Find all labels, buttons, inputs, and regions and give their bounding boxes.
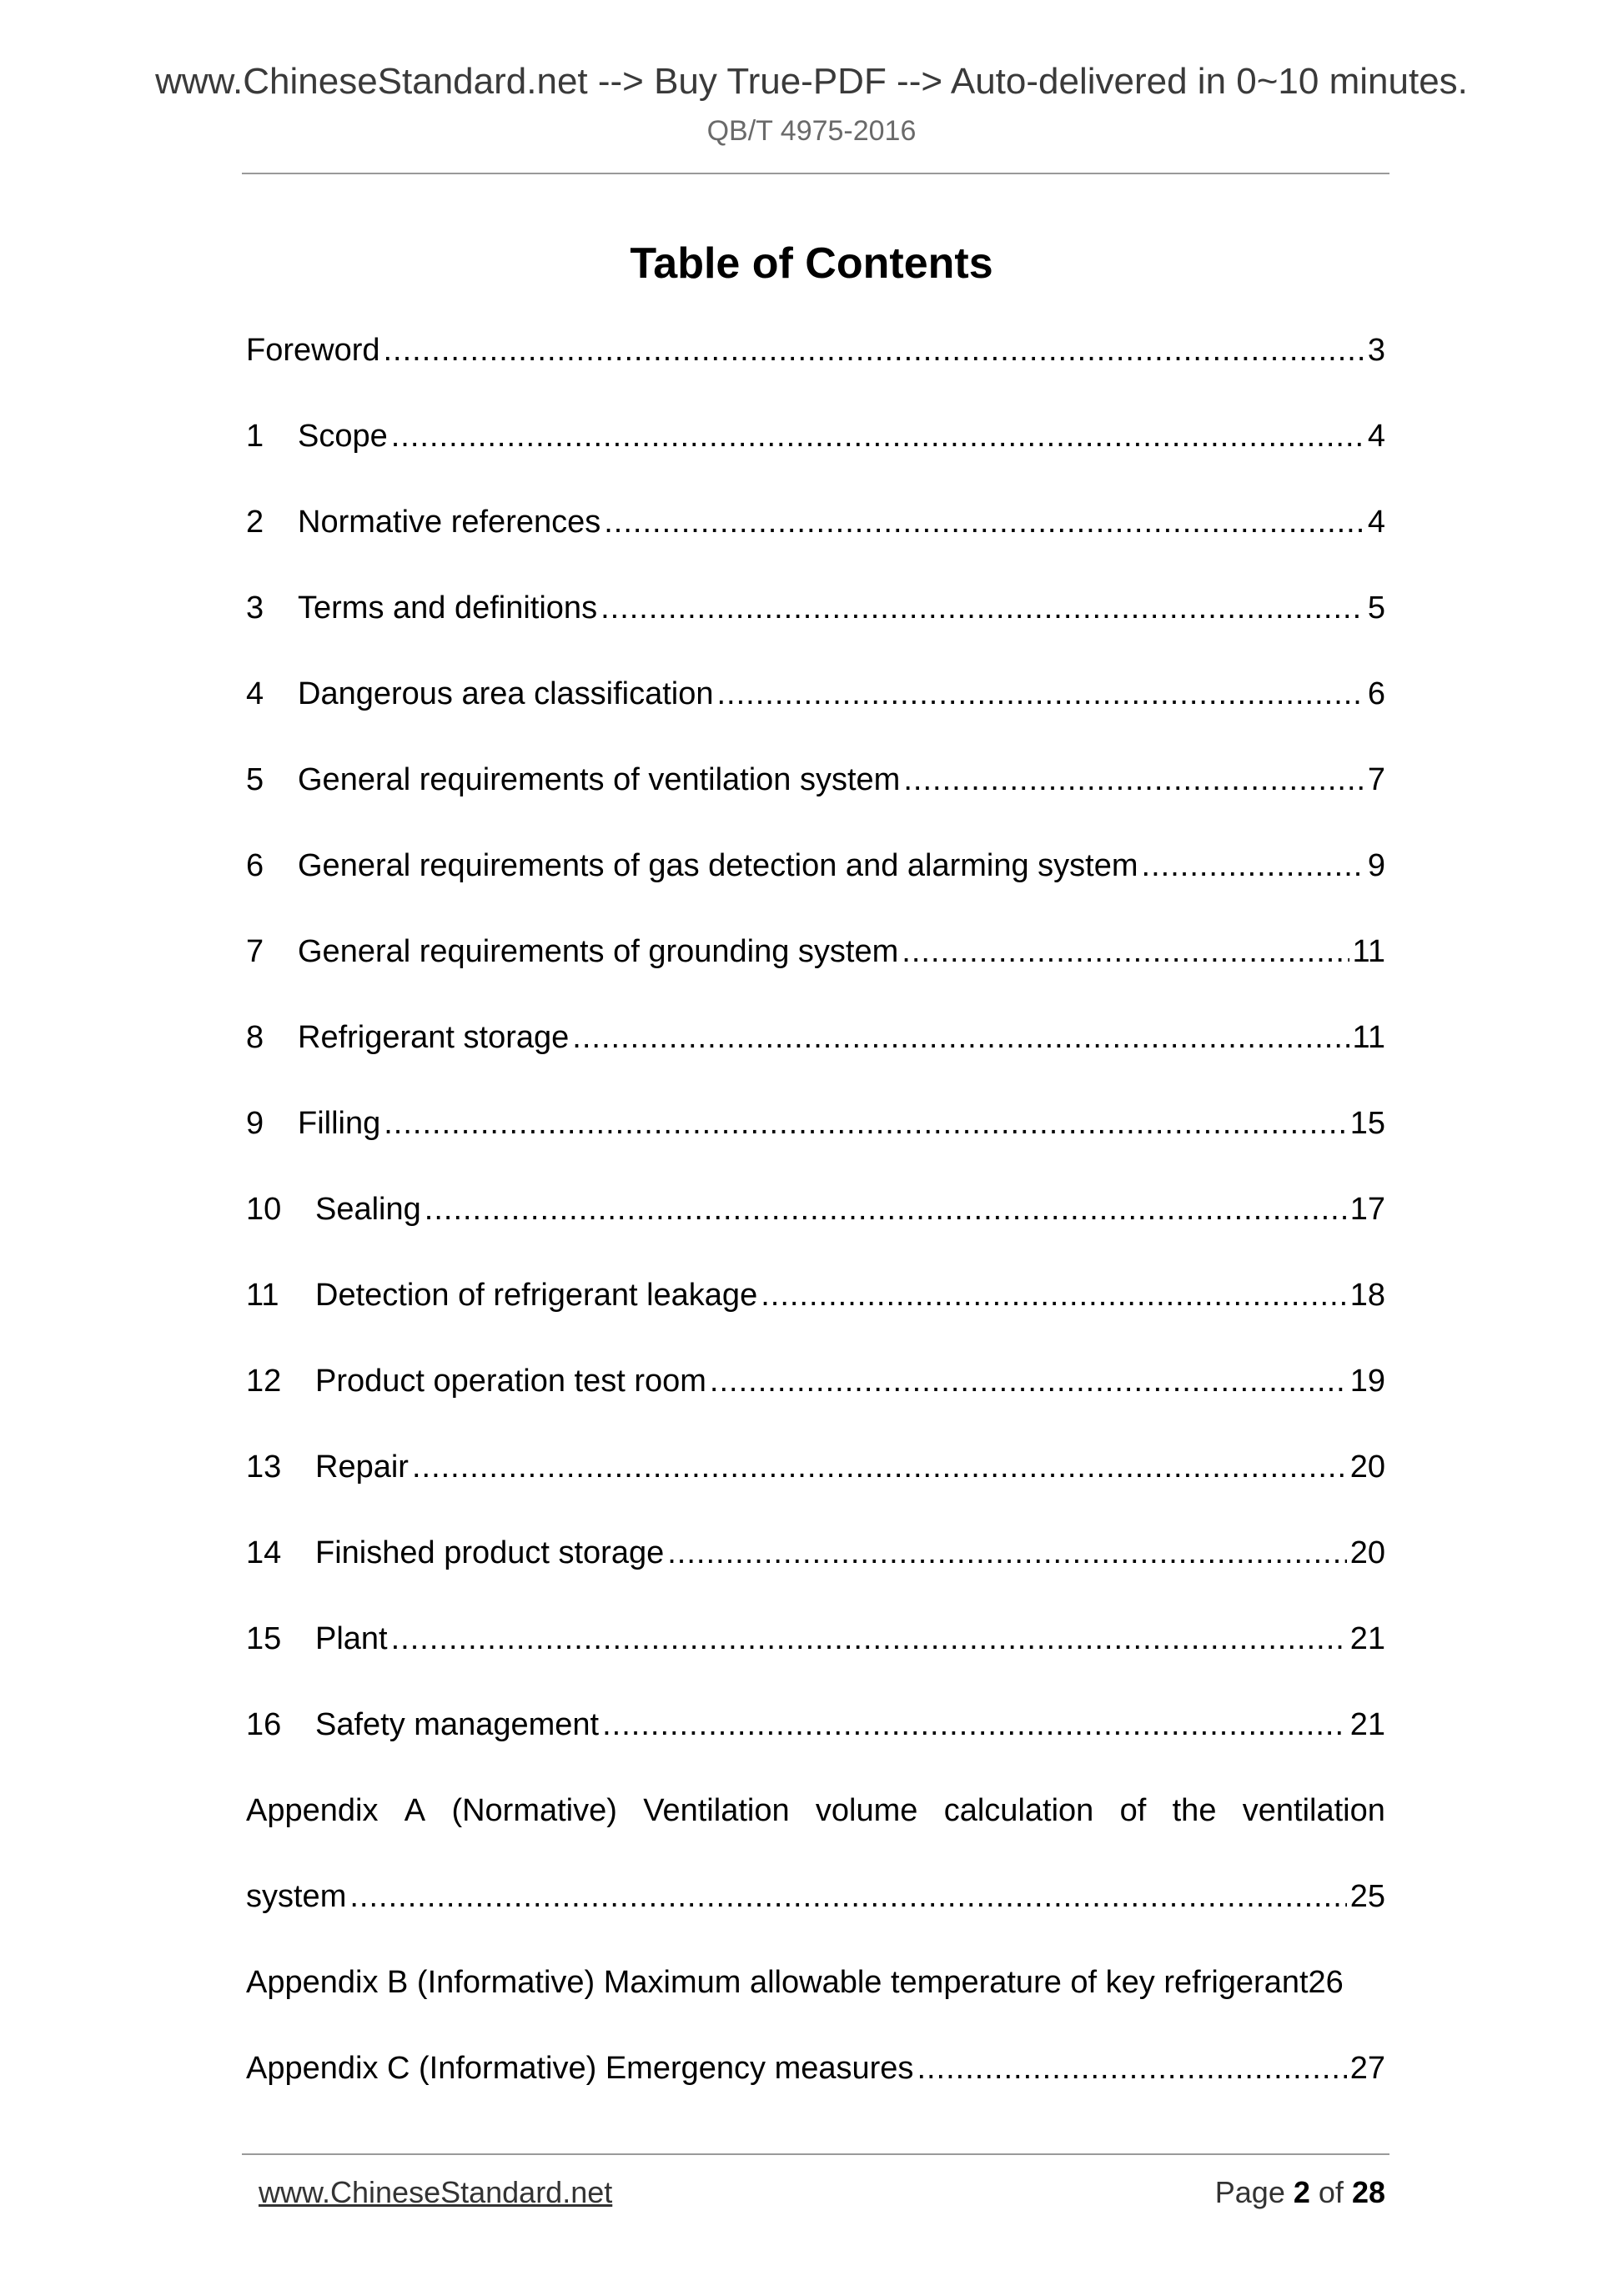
toc-leader-dots bbox=[412, 1446, 1347, 1488]
toc-entry-number: 11 bbox=[246, 1278, 279, 1313]
toc-entry-10[interactable] bbox=[246, 1188, 1385, 1274]
toc-entry-page: 4 bbox=[1367, 505, 1385, 540]
header-banner[interactable]: www.ChineseStandard.net --> Buy True-PDF --> Auto-delivered in 0~10 minutes. bbox=[155, 61, 1468, 102]
toc-entry-page: 18 bbox=[1349, 1278, 1385, 1313]
toc-entry-page: 11 bbox=[1352, 934, 1385, 969]
toc-entry-label: Dangerous area classification bbox=[298, 676, 714, 711]
toc-entry-label: Appendix C (Informative) Emergency measures bbox=[246, 2051, 914, 2086]
toc-entry-label: Terms and definitions bbox=[298, 590, 598, 625]
table-of-contents bbox=[246, 329, 1385, 2133]
toc-entry-appendix-b[interactable] bbox=[246, 1962, 1385, 2047]
footer-divider bbox=[242, 2153, 1389, 2155]
toc-entry-label: Detection of refrigerant leakage bbox=[315, 1278, 758, 1313]
toc-entry-2[interactable] bbox=[246, 501, 1385, 587]
toc-leader-dots bbox=[903, 759, 1364, 801]
toc-entry-label: Normative references bbox=[298, 505, 601, 540]
toc-entry-number: 3 bbox=[246, 590, 264, 625]
toc-word: volume bbox=[815, 1793, 918, 1828]
page-current: 2 bbox=[1293, 2175, 1310, 2209]
toc-entry-page: 27 bbox=[1349, 2051, 1385, 2086]
toc-entry-page: 11 bbox=[1352, 1020, 1385, 1055]
toc-entry-page: 7 bbox=[1367, 762, 1385, 797]
toc-leader-dots bbox=[600, 587, 1364, 629]
toc-entry-13[interactable] bbox=[246, 1446, 1385, 1532]
toc-entry-12[interactable] bbox=[246, 1360, 1385, 1446]
toc-entry-number: 2 bbox=[246, 505, 264, 540]
toc-word: Appendix bbox=[246, 1793, 379, 1828]
toc-word: (Normative) bbox=[451, 1793, 617, 1828]
toc-leader-dots bbox=[917, 2047, 1346, 2089]
toc-leader-dots bbox=[384, 329, 1364, 371]
toc-leader-dots bbox=[710, 1360, 1347, 1402]
toc-leader-dots bbox=[717, 673, 1364, 715]
toc-entry-number: 16 bbox=[246, 1707, 282, 1742]
toc-entry-page: 17 bbox=[1349, 1192, 1385, 1227]
page-prefix: Page bbox=[1214, 2175, 1285, 2209]
toc-entry-page: 5 bbox=[1367, 590, 1385, 625]
toc-entry-page: 15 bbox=[1349, 1106, 1385, 1141]
toc-entry-11[interactable] bbox=[246, 1274, 1385, 1360]
toc-entry-number: 12 bbox=[246, 1364, 282, 1399]
toc-entry-label: Plant bbox=[315, 1621, 388, 1656]
toc-entry-label: Scope bbox=[298, 419, 388, 454]
toc-entry-number: 15 bbox=[246, 1621, 282, 1656]
toc-leader-dots bbox=[572, 1017, 1349, 1058]
toc-entry-7[interactable] bbox=[246, 931, 1385, 1017]
toc-entry-1[interactable] bbox=[246, 415, 1385, 501]
toc-entry-6[interactable] bbox=[246, 845, 1385, 931]
toc-entry-label: Foreword bbox=[246, 333, 380, 368]
toc-word: of bbox=[1119, 1793, 1147, 1828]
toc-entry-label: Product operation test room bbox=[315, 1364, 706, 1399]
toc-word: calculation bbox=[943, 1793, 1094, 1828]
toc-leader-dots bbox=[604, 501, 1364, 543]
toc-leader-dots bbox=[761, 1274, 1347, 1316]
page-header bbox=[0, 60, 1623, 148]
toc-entry-number: 10 bbox=[246, 1192, 282, 1227]
toc-leader-dots bbox=[384, 1103, 1346, 1144]
toc-entry-15[interactable] bbox=[246, 1618, 1385, 1704]
toc-entry-page: 20 bbox=[1349, 1449, 1385, 1485]
toc-word: the bbox=[1172, 1793, 1217, 1828]
toc-entry-number: 8 bbox=[246, 1020, 264, 1055]
toc-entry-label: General requirements of gas detection and alarming system bbox=[298, 848, 1138, 883]
toc-entry-page: 25 bbox=[1349, 1879, 1385, 1914]
toc-entry-foreword[interactable] bbox=[246, 329, 1385, 415]
toc-entry-label: Finished product storage bbox=[315, 1535, 665, 1570]
toc-entry-page: 20 bbox=[1349, 1535, 1385, 1570]
toc-word: Ventilation bbox=[643, 1793, 790, 1828]
toc-entry-number: 9 bbox=[246, 1106, 264, 1141]
toc-leader-dots bbox=[1142, 845, 1364, 887]
toc-leader-dots bbox=[425, 1188, 1347, 1230]
toc-leader-dots bbox=[667, 1532, 1346, 1574]
header-divider bbox=[242, 173, 1389, 174]
toc-word: A bbox=[404, 1793, 426, 1828]
toc-entry-page: 6 bbox=[1367, 676, 1385, 711]
page-title: Table of Contents bbox=[630, 239, 993, 288]
toc-entry-page: 9 bbox=[1367, 848, 1385, 883]
toc-entry-label: General requirements of grounding system bbox=[298, 934, 899, 969]
toc-entry-4[interactable] bbox=[246, 673, 1385, 759]
page-indicator bbox=[1215, 2175, 1385, 2210]
toc-entry-appendix-c[interactable] bbox=[246, 2047, 1385, 2133]
toc-entry-page: 4 bbox=[1367, 419, 1385, 454]
toc-entry-page: 26 bbox=[1308, 1965, 1344, 2000]
page-total: 28 bbox=[1351, 2175, 1385, 2209]
toc-entry-8[interactable] bbox=[246, 1017, 1385, 1103]
toc-entry-number: 4 bbox=[246, 676, 264, 711]
toc-entry-9[interactable] bbox=[246, 1103, 1385, 1188]
document-number: QB/T 4975-2016 bbox=[706, 114, 917, 147]
toc-entry-label: Refrigerant storage bbox=[298, 1020, 570, 1055]
toc-entry-14[interactable] bbox=[246, 1532, 1385, 1618]
toc-entry-page: 3 bbox=[1367, 333, 1385, 368]
toc-entry-number: 5 bbox=[246, 762, 264, 797]
toc-leader-dots bbox=[602, 1704, 1347, 1746]
toc-entry-label: system bbox=[246, 1879, 347, 1914]
toc-entry-label: Safety management bbox=[315, 1707, 600, 1742]
toc-entry-appendix-a-line2[interactable] bbox=[246, 1876, 1385, 1962]
toc-entry-label: Repair bbox=[315, 1449, 409, 1485]
toc-entry-label: Filling bbox=[298, 1106, 381, 1141]
toc-entry-16[interactable] bbox=[246, 1704, 1385, 1790]
toc-entry-number: 13 bbox=[246, 1449, 282, 1485]
toc-entry-page: 21 bbox=[1349, 1621, 1385, 1656]
toc-word: ventilation bbox=[1242, 1793, 1385, 1828]
toc-entry-appendix-a-line1[interactable] bbox=[246, 1790, 1385, 1876]
toc-entry-number: 1 bbox=[246, 419, 264, 454]
toc-leader-dots bbox=[349, 1876, 1346, 1917]
toc-leader-dots bbox=[391, 415, 1364, 457]
toc-entry-page: 19 bbox=[1349, 1364, 1385, 1399]
toc-entry-label: Sealing bbox=[315, 1192, 421, 1227]
toc-leader-dots bbox=[391, 1618, 1347, 1660]
page-of: of bbox=[1318, 2175, 1344, 2209]
toc-entry-5[interactable] bbox=[246, 759, 1385, 845]
toc-entry-label: General requirements of ventilation system bbox=[298, 762, 901, 797]
toc-entry-label: Appendix B (Informative) Maximum allowable temperature of key refrigerant bbox=[246, 1965, 1309, 2000]
toc-entry-3[interactable] bbox=[246, 587, 1385, 673]
toc-entry-number: 14 bbox=[246, 1535, 282, 1570]
toc-entry-number: 6 bbox=[246, 848, 264, 883]
toc-leader-dots bbox=[902, 931, 1349, 972]
toc-entry-number: 7 bbox=[246, 934, 264, 969]
footer-site-link[interactable]: www.ChineseStandard.net bbox=[259, 2175, 613, 2209]
toc-entry-page: 21 bbox=[1349, 1707, 1385, 1742]
